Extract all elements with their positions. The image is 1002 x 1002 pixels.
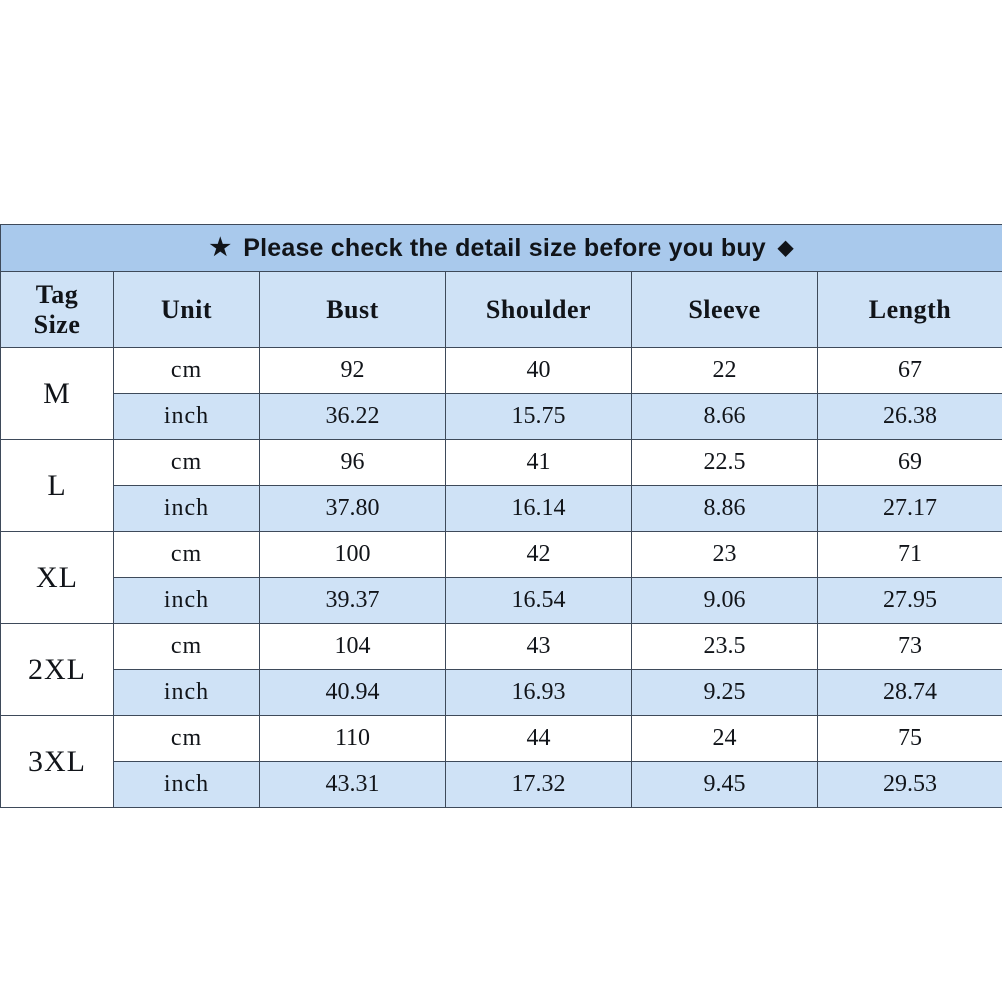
size-label-cell: 3XL [1,716,114,808]
column-header-shoulder: Shoulder [446,272,632,348]
table-row [1,670,1002,716]
value-shoulder-cm: 40 [446,348,632,394]
unit-cell-inch: inch [114,762,260,808]
table-header-row [1,272,1002,348]
column-header-tag-size [1,272,114,348]
value-bust-cm: 96 [260,440,446,486]
table-row [1,762,1002,808]
value-sleeve-cm: 24 [632,716,818,762]
unit-cell-cm: cm [114,348,260,394]
value-sleeve-inch: 9.06 [632,578,818,624]
size-label-cell: 2XL [1,624,114,716]
diamond-icon: ◆ [777,237,794,259]
value-sleeve-cm: 22 [632,348,818,394]
chart-banner-row [1,225,1002,272]
size-label-cell: XL [1,532,114,624]
table-row [1,578,1002,624]
value-sleeve-cm: 22.5 [632,440,818,486]
value-sleeve-cm: 23.5 [632,624,818,670]
value-shoulder-inch: 16.14 [446,486,632,532]
unit-cell-inch: inch [114,578,260,624]
value-bust-inch: 40.94 [260,670,446,716]
value-shoulder-inch: 16.54 [446,578,632,624]
size-label-cell: M [1,348,114,440]
value-bust-inch: 37.80 [260,486,446,532]
table-row [1,394,1002,440]
value-length-cm: 75 [818,716,1002,762]
value-shoulder-cm: 43 [446,624,632,670]
unit-cell-cm: cm [114,716,260,762]
value-length-inch: 26.38 [818,394,1002,440]
value-shoulder-inch: 15.75 [446,394,632,440]
unit-cell-inch: inch [114,486,260,532]
value-bust-cm: 110 [260,716,446,762]
unit-cell-cm: cm [114,624,260,670]
value-bust-inch: 39.37 [260,578,446,624]
value-shoulder-cm: 44 [446,716,632,762]
column-header-unit: Unit [114,272,260,348]
tag-size-line-2: Size [33,309,81,339]
value-length-inch: 27.95 [818,578,1002,624]
value-shoulder-inch: 17.32 [446,762,632,808]
table-row [1,716,1002,762]
table-row [1,486,1002,532]
column-header-sleeve: Sleeve [632,272,818,348]
size-chart-container [0,224,1002,808]
value-length-cm: 67 [818,348,1002,394]
unit-cell-inch: inch [114,394,260,440]
value-bust-cm: 100 [260,532,446,578]
value-sleeve-inch: 8.66 [632,394,818,440]
unit-cell-cm: cm [114,532,260,578]
unit-cell-inch: inch [114,670,260,716]
table-row [1,440,1002,486]
value-bust-cm: 104 [260,624,446,670]
value-length-inch: 27.17 [818,486,1002,532]
chart-banner-cell [1,225,1002,272]
star-icon: ★ [209,234,232,261]
value-length-cm: 71 [818,532,1002,578]
table-row [1,348,1002,394]
column-header-bust: Bust [260,272,446,348]
value-sleeve-inch: 9.45 [632,762,818,808]
value-shoulder-inch: 16.93 [446,670,632,716]
value-length-inch: 28.74 [818,670,1002,716]
unit-cell-cm: cm [114,440,260,486]
column-header-length: Length [818,272,1002,348]
tag-size-line-1: Tag [35,280,79,310]
value-bust-inch: 43.31 [260,762,446,808]
value-sleeve-inch: 8.86 [632,486,818,532]
value-sleeve-cm: 23 [632,532,818,578]
value-sleeve-inch: 9.25 [632,670,818,716]
value-shoulder-cm: 42 [446,532,632,578]
value-length-cm: 73 [818,624,1002,670]
value-shoulder-cm: 41 [446,440,632,486]
value-length-cm: 69 [818,440,1002,486]
size-label-cell: L [1,440,114,532]
size-chart-table [0,224,1002,808]
table-row [1,624,1002,670]
value-bust-inch: 36.22 [260,394,446,440]
value-length-inch: 29.53 [818,762,1002,808]
value-bust-cm: 92 [260,348,446,394]
table-row [1,532,1002,578]
banner-text: Please check the detail size before you buy [243,233,766,262]
